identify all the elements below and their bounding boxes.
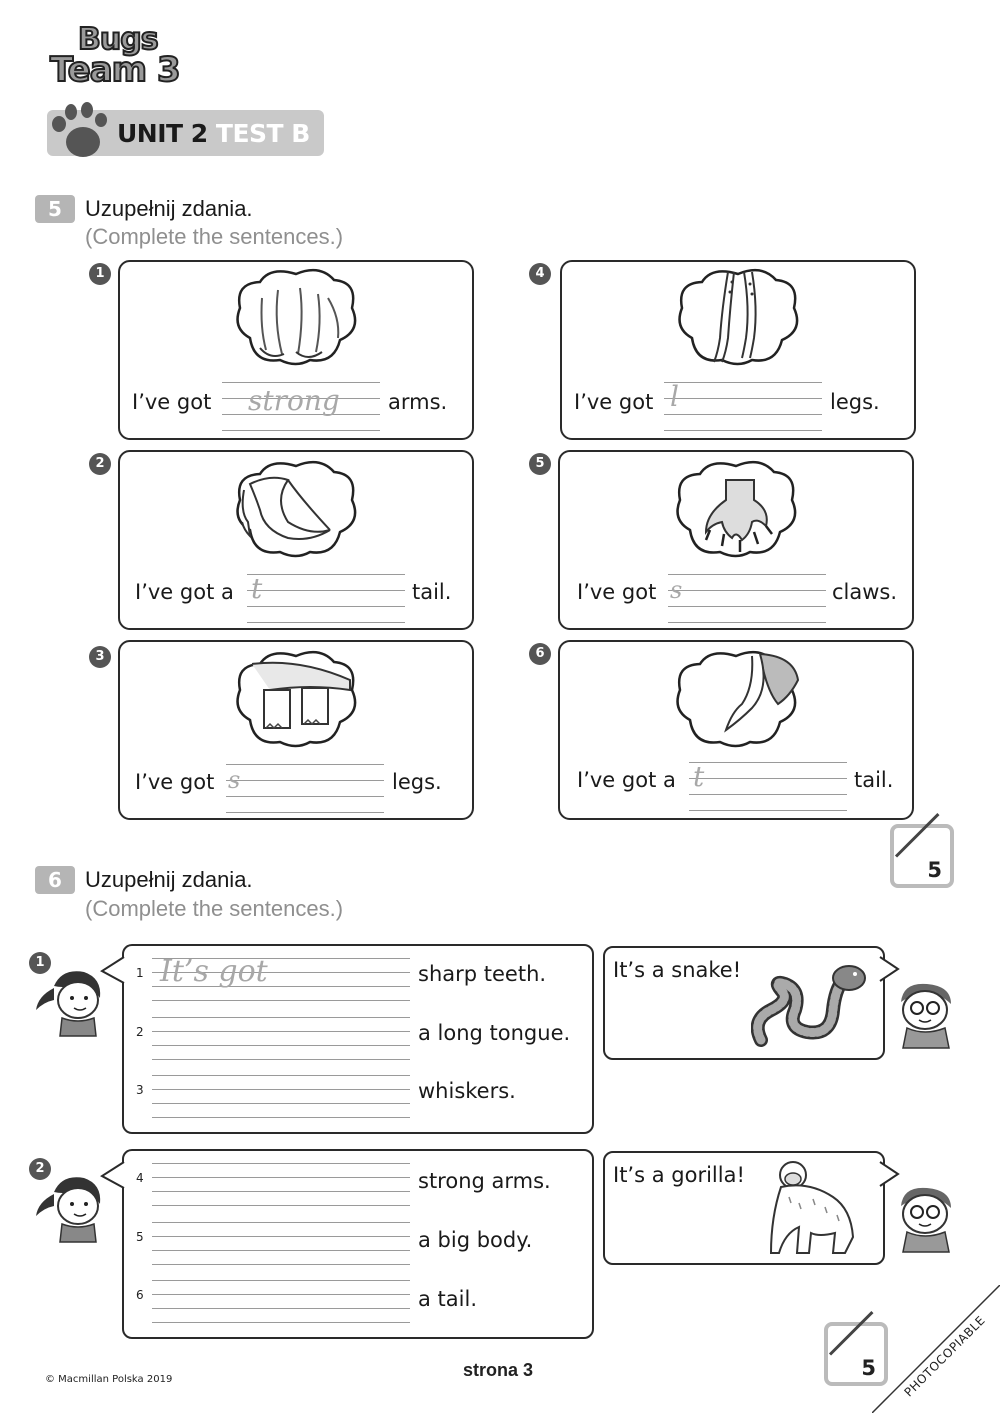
exercise-5-item-1 (118, 260, 474, 440)
item-5-before: I’ve got (577, 580, 657, 604)
score-slash (829, 1311, 874, 1356)
item-2-trace: t (251, 572, 263, 605)
bubble-tail-left (100, 955, 126, 985)
test-label: TEST B (215, 119, 310, 148)
logo-line-1: Bugs (78, 22, 158, 57)
bubble-tail-right (878, 955, 900, 983)
row-3-writing-lines[interactable] (152, 1075, 410, 1119)
item-5-writing-lines (668, 572, 826, 622)
item-2-before: I’ve got a (135, 580, 234, 604)
item-2-badge: 2 (89, 453, 111, 475)
row-6-writing-lines[interactable] (152, 1280, 410, 1324)
item-6-before: I’ve got a (577, 768, 676, 792)
sharp-claws-icon (670, 460, 802, 560)
photocopiable-corner (872, 1285, 1000, 1413)
long-tail-icon (230, 460, 362, 562)
row-3-ending: whiskers. (418, 1079, 516, 1103)
row-1-number: 1 (136, 966, 144, 980)
item-1-trace: strong (248, 384, 340, 417)
boy-icon (893, 1184, 959, 1254)
paw-icon (49, 102, 111, 162)
item-1-before: I’ve got (132, 390, 212, 414)
row-2-writing-lines[interactable] (152, 1017, 410, 1061)
exercise-6-score: 5 (861, 1356, 876, 1380)
row-5-number: 5 (136, 1230, 144, 1244)
photocopiable-stamp: PHOTOCOPIABLE (901, 1313, 988, 1400)
row-6-number: 6 (136, 1288, 144, 1302)
girl-icon (32, 1172, 108, 1244)
exercise-5-number: 5 (35, 195, 75, 223)
group-1-answer-bubble (603, 946, 885, 1060)
row-5-writing-lines[interactable] (152, 1222, 410, 1266)
exercise-5-subtitle: (Complete the sentences.) (85, 224, 344, 249)
item-5-trace: s (670, 576, 683, 604)
item-3-badge: 3 (89, 646, 111, 668)
exercise-5-score-box (890, 824, 954, 888)
bubble-tail-left (100, 1160, 126, 1190)
item-3-after: legs. (392, 770, 442, 794)
item-6-badge: 6 (529, 643, 551, 665)
exercise-5-item-6 (558, 640, 914, 820)
item-1-badge: 1 (89, 263, 111, 285)
row-1-trace: It’s got (160, 954, 268, 989)
long-legs-icon (672, 268, 804, 368)
exercise-5-title: Uzupełnij zdania. (85, 196, 253, 221)
row-1-ending: sharp teeth. (418, 962, 547, 986)
exercise-5-item-5 (558, 450, 914, 630)
row-5-ending: a big body. (418, 1228, 533, 1252)
row-3-number: 3 (136, 1083, 144, 1097)
logo-line-2: Team 3 (50, 50, 180, 90)
exercise-5-item-3 (118, 640, 474, 820)
group-1-answer: It’s a snake! (613, 958, 742, 982)
group-2-answer-bubble (603, 1151, 885, 1265)
unit-label: UNIT 2 (117, 119, 208, 148)
group-2-sentences-bubble (122, 1149, 594, 1339)
group-1-sentences-bubble (122, 944, 594, 1134)
row-4-number: 4 (136, 1171, 144, 1185)
group-1-badge: 1 (29, 952, 51, 974)
snake-icon (751, 960, 871, 1050)
item-4-trace: l (670, 380, 679, 413)
item-1-after: arms. (388, 390, 448, 414)
row-1-writing-lines[interactable] (152, 954, 410, 1002)
group-2-answer: It’s a gorilla! (613, 1163, 745, 1187)
row-4-ending: strong arms. (418, 1169, 551, 1193)
girl-icon (32, 966, 108, 1038)
bugs-team-logo (48, 22, 198, 94)
exercise-6-title: Uzupełnij zdania. (85, 867, 253, 892)
item-4-writing-lines (664, 380, 822, 430)
exercise-5-item-2 (118, 450, 474, 630)
item-4-after: legs. (830, 390, 880, 414)
unit-title (117, 119, 310, 148)
exercise-5-score: 5 (927, 858, 942, 882)
item-2-writing-lines (247, 572, 405, 622)
unit-banner (47, 110, 324, 156)
boy-icon (893, 980, 959, 1050)
item-5-after: claws. (832, 580, 898, 604)
item-1-writing-lines (222, 380, 380, 430)
elephant-legs-icon (230, 650, 362, 750)
row-4-writing-lines[interactable] (152, 1163, 410, 1207)
item-4-badge: 4 (529, 263, 551, 285)
copyright: © Macmillan Polska 2019 (45, 1374, 173, 1385)
page-number: strona 3 (463, 1360, 534, 1380)
row-2-number: 2 (136, 1025, 144, 1039)
exercise-6-subtitle: (Complete the sentences.) (85, 896, 344, 921)
row-2-ending: a long tongue. (418, 1021, 571, 1045)
gorilla-arms-icon (230, 268, 362, 368)
exercise-6-number: 6 (35, 866, 75, 894)
gorilla-icon (769, 1157, 859, 1257)
row-6-ending: a tail. (418, 1287, 477, 1311)
item-6-after: tail. (854, 768, 894, 792)
short-tail-icon (670, 650, 802, 750)
item-2-after: tail. (412, 580, 452, 604)
item-6-trace: t (693, 760, 705, 793)
item-4-before: I’ve got (574, 390, 654, 414)
item-3-trace: s (228, 766, 241, 794)
group-2-badge: 2 (29, 1158, 51, 1180)
item-5-badge: 5 (529, 453, 551, 475)
item-6-writing-lines (689, 760, 847, 810)
item-3-before: I’ve got (135, 770, 215, 794)
exercise-5-item-4 (560, 260, 916, 440)
item-3-writing-lines (226, 762, 384, 812)
